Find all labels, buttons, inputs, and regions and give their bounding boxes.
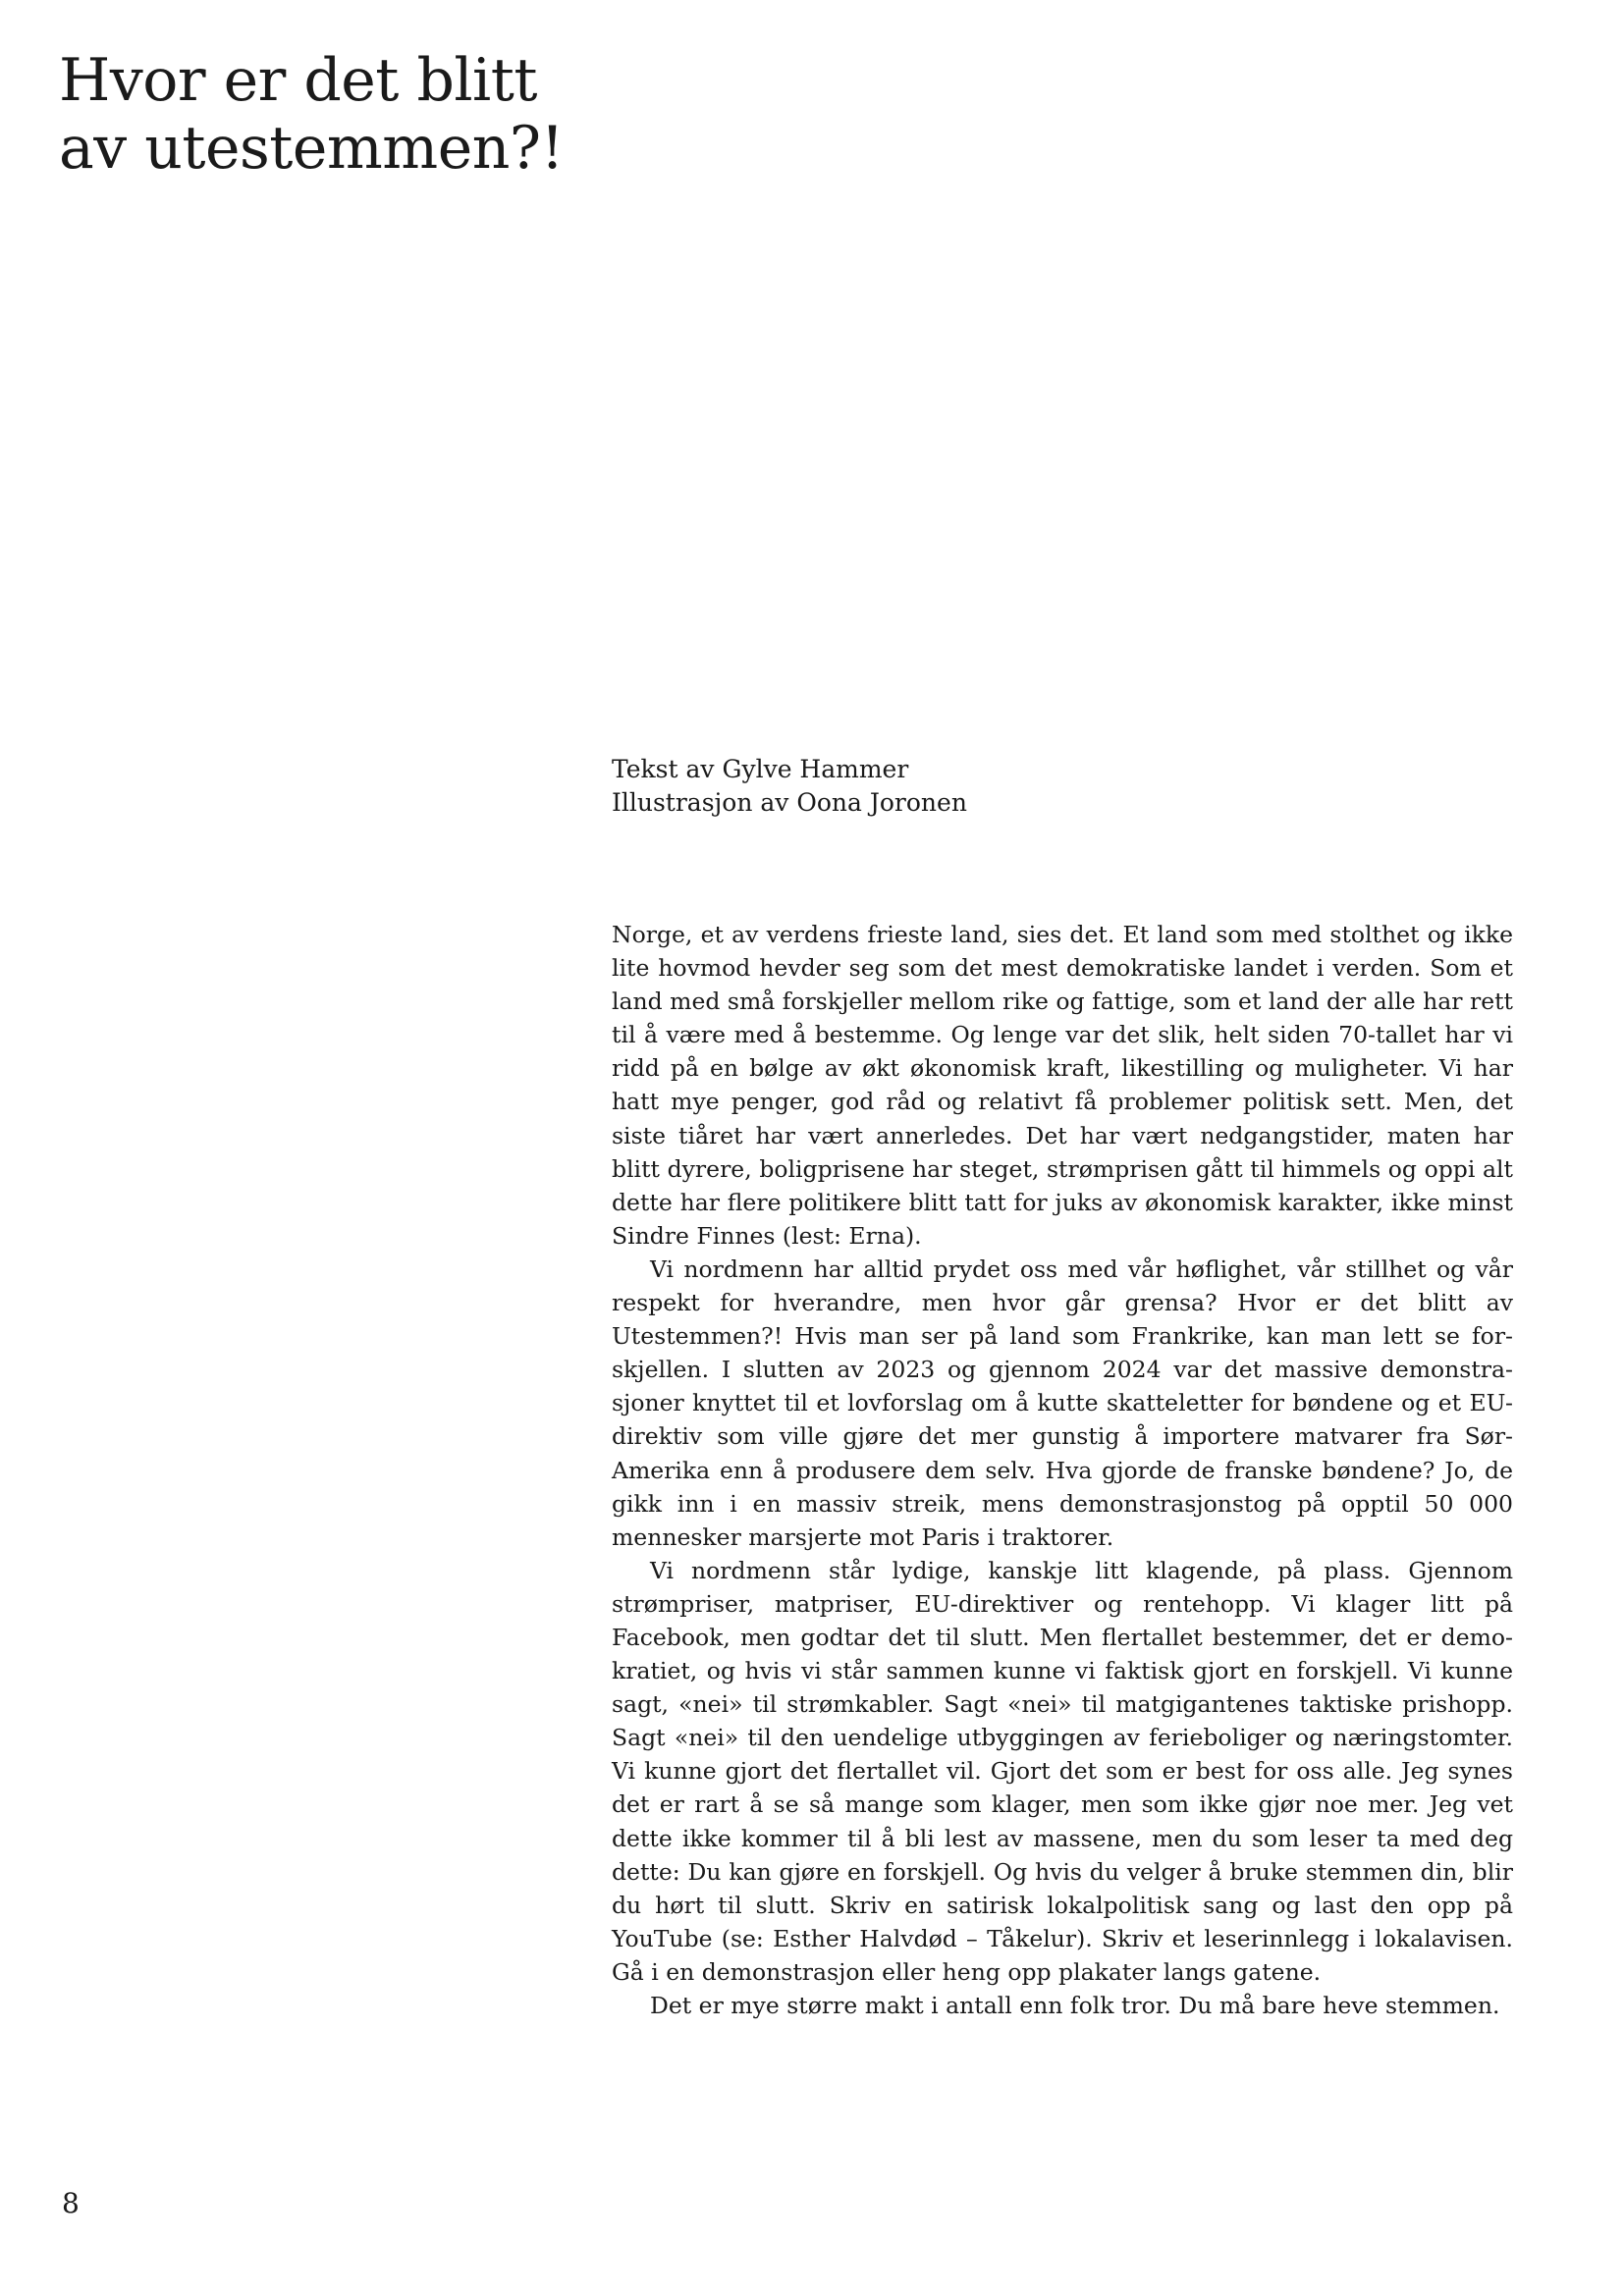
article-paragraph-4: Det er mye større makt i antall enn folk tror. Du må bare heve stemmen. bbox=[650, 1992, 1500, 2019]
author-credit: Tekst av Gylve Hammer bbox=[612, 755, 909, 783]
article-body bbox=[612, 918, 1513, 2022]
article-paragraph-2: Vi nordmenn har alltid prydet oss med vår høflighet, vår stillhet og vår respekt for hverandre, men hvor går grensa? Hvor er det blitt av Utestemmen?! Hvis man ser på land som Frankrike, kan man lett se forskjellen. I slutten av 2023 og gjennom 2024 var det massive demonstrasjoner knyttet til et lovforslag om å kutte skatteletter for bøndene og et EU-direktiv som ville gjøre det mer gunstig å importere matvarer fra Sør-Amerika enn å produsere dem selv. Hva gjorde de franske bøndene? Jo, de gikk inn i en massiv streik, mens demonstrasjonstog på opptil 50 000 mennesker marsjerte mot Paris i traktorer. bbox=[612, 1255, 1513, 1551]
article-headline: Hvor er det blitt av utestemmen?! bbox=[59, 46, 565, 183]
page-number: 8 bbox=[62, 2187, 80, 2219]
article-paragraph-1: Norge, et av verdens frieste land, sies det. Et land som med stolthet og ikke lite hovmod hevder seg som det mest demokratiske landet i verden. Som et land med små forskjeller mellom rike og fattige, som et land der alle har rett til å være med å bestemme. Og lenge var det slik, helt siden 70-tallet har vi ridd på en bølge av økt økonomisk kraft, likestilling og muligheter. Vi har hatt mye penger, god råd og relativt få problemer politisk sett. Men, det siste tiåret har vært annerledes. Det har vært nedgangstider, maten har blitt dyrere, boligprisene har steget, strømprisen gått til himmels og oppi alt dette har flere politikere blitt tatt for juks av økonomisk karakter, ikke minst Sindre Finnes (lest: Erna). bbox=[612, 921, 1513, 1250]
article-credits bbox=[612, 753, 1397, 820]
article-paragraph-3: Vi nordmenn står lydige, kanskje litt klagende, på plass. Gjennom strømpriser, matpriser, EU-direktiver og rentehopp. Vi klager litt på Facebook, men godtar det til slutt. Men flertallet bestemmer, det er demokratiet, og hvis vi står sammen kunne vi faktisk gjort en forskjell. Vi kunne sagt, «nei» til strømkabler. Sagt «nei» til matgigantenes taktiske prishopp. Sagt «nei» til den uendelige utbyggingen av ferieboliger og næringstomter. Vi kunne gjort det flertallet vil. Gjort det som er best for oss alle. Jeg synes det er rart å se så mange som klager, men som ikke gjør noe mer. Jeg vet dette ikke kommer til å bli lest av massene, men du som leser ta med deg dette: Du kan gjøre en forskjell. Og hvis du velger å bruke stemmen din, blir du hørt til slutt. Skriv en satirisk lokalpolitisk sang og last den opp på YouTube (se: Esther Halvdød – Tåkelur). Skriv et leserinnlegg i lokalavisen. Gå i en demonstrasjon eller heng opp plakater langs gatene. bbox=[612, 1556, 1513, 1986]
illustrator-credit: Illustrasjon av Oona Joronen bbox=[612, 788, 967, 817]
